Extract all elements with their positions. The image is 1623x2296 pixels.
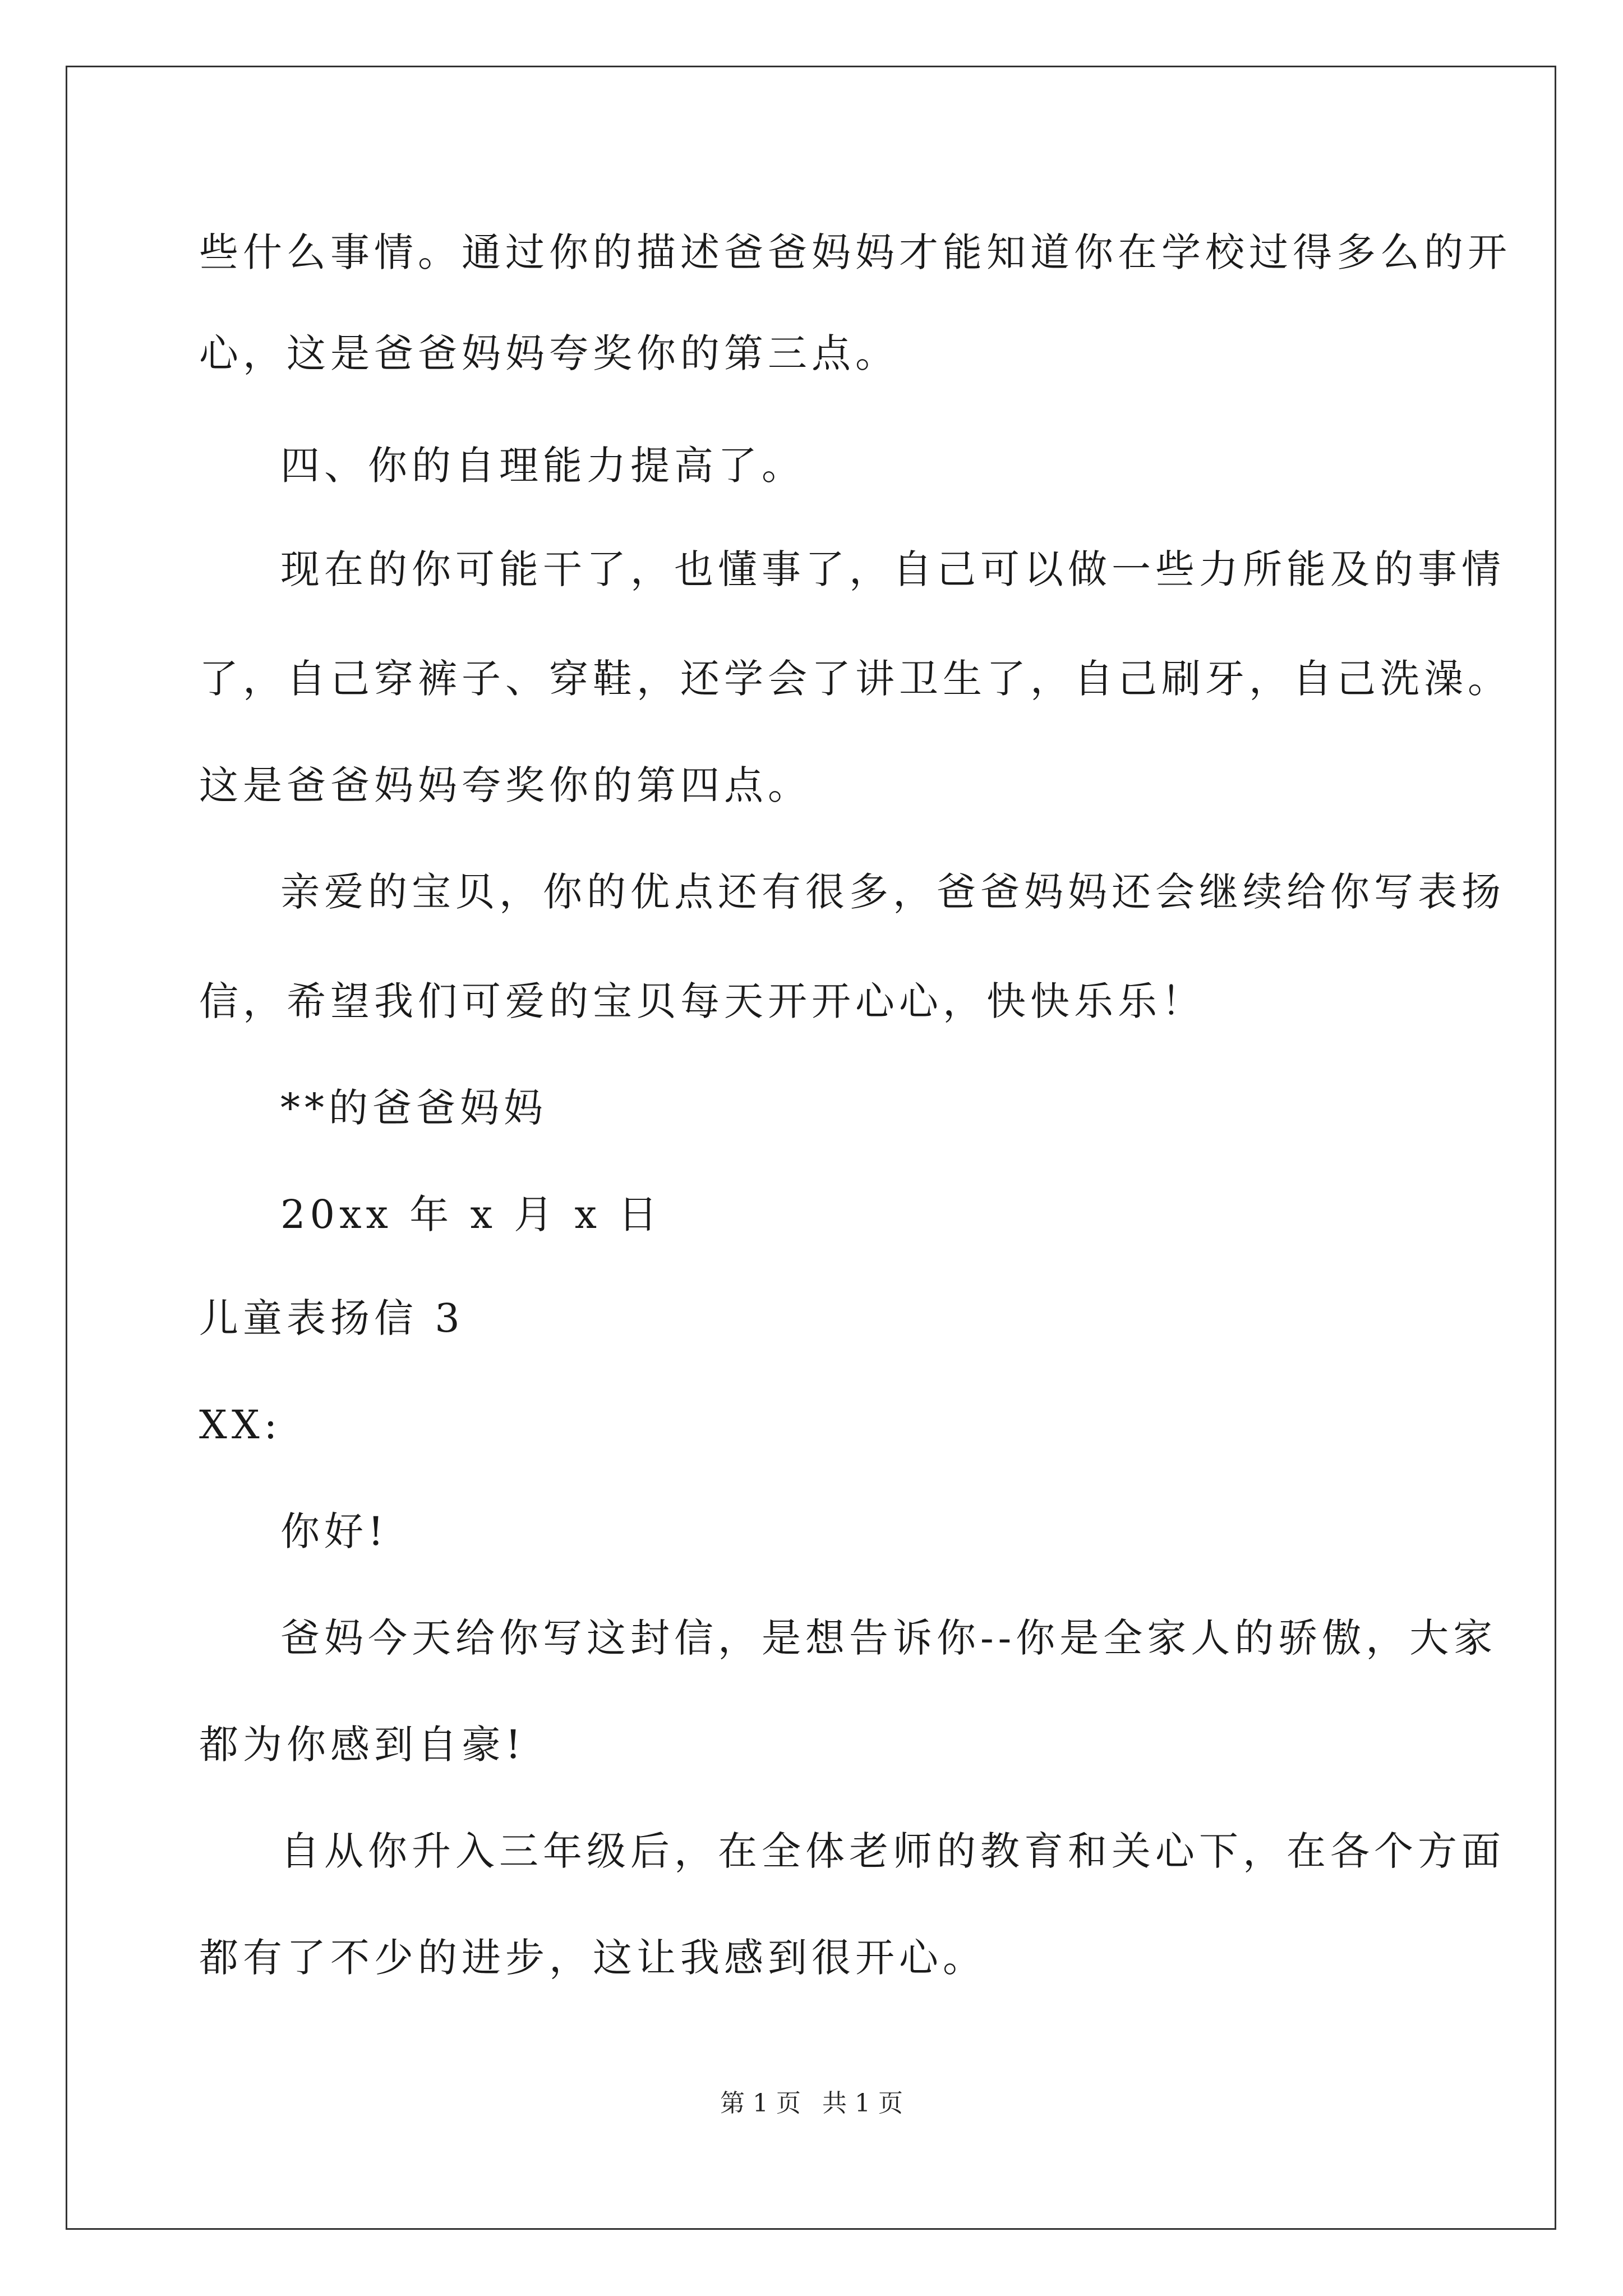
page-frame xyxy=(66,66,1556,2230)
text-line: 都为你感到自豪! xyxy=(199,1722,526,1768)
section-heading: 四、你的自理能力提高了。 xyxy=(280,443,805,489)
greeting: 你好! xyxy=(280,1508,389,1554)
salutation: XX: xyxy=(199,1402,282,1448)
text-line: 自从你升入三年级后，在全体老师的教育和关心下，在各个方面 xyxy=(280,1828,1505,1874)
text-line: 了，自己穿裤子、穿鞋，还学会了讲卫生了，自己刷牙，自己洗澡。 xyxy=(199,656,1511,702)
letter-title: 儿童表扬信 3 xyxy=(199,1295,464,1341)
text-line: 亲爱的宝贝，你的优点还有很多，爸爸妈妈还会继续给你写表扬 xyxy=(280,869,1505,915)
text-line: 心，这是爸爸妈妈夸奖你的第三点。 xyxy=(199,330,899,376)
text-line: 都有了不少的进步，这让我感到很开心。 xyxy=(199,1935,986,1981)
text-line: 爸妈今天给你写这封信，是想告诉你--你是全家人的骄傲，大家 xyxy=(280,1615,1497,1661)
page-number: 第 1 页 xyxy=(720,2089,801,2118)
signature: **的爸爸妈妈 xyxy=(280,1085,547,1131)
text-line: 些什么事情。通过你的描述爸爸妈妈才能知道你在学校过得多么的开 xyxy=(199,229,1511,275)
page-total: 共 1 页 xyxy=(822,2089,903,2118)
text-line: 信，希望我们可爱的宝贝每天开开心心，快快乐乐！ xyxy=(199,978,1205,1024)
text-line: 这是爸爸妈妈夸奖你的第四点。 xyxy=(199,762,811,808)
text-line: 现在的你可能干了，也懂事了，自己可以做一些力所能及的事情 xyxy=(280,546,1505,592)
date-line: 20xx 年 x 月 x 日 xyxy=(280,1191,662,1237)
page-footer xyxy=(0,2087,1623,2120)
